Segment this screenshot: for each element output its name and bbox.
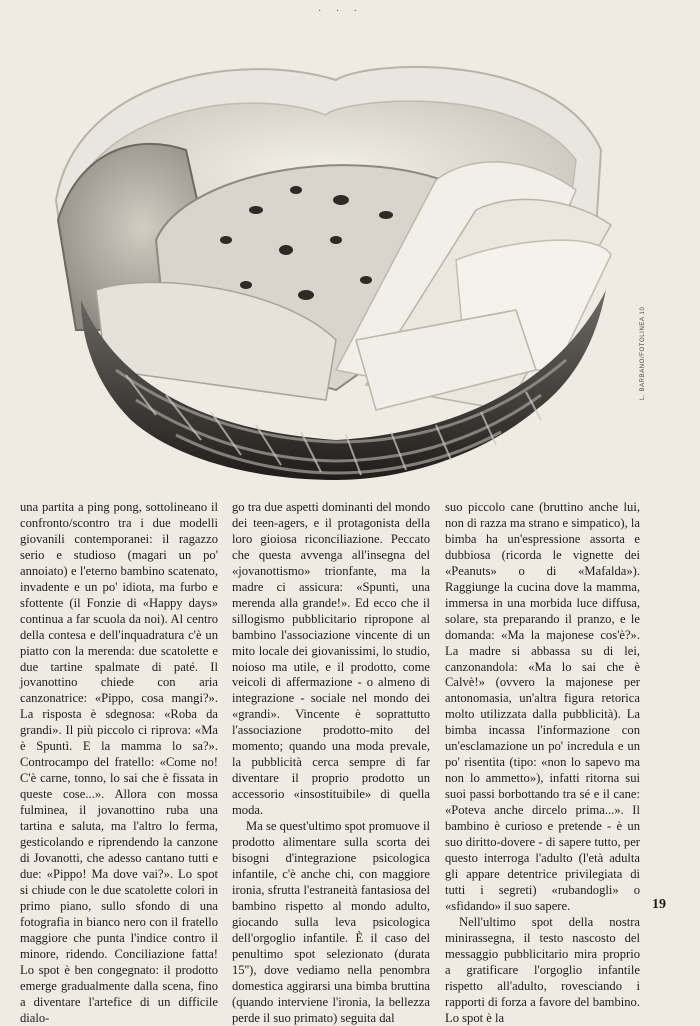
page-number: 19 (652, 897, 666, 912)
paragraph: Ma se quest'ultimo spot promuove il prodotto alimentare sulla scorta dei bisogni d'integrazione psicologica infantile, c'è anche chi, con maggiore ironia, sfrutta l'estraneità fantasiosa del bambino rispetto al mondo adulto, giocando sulla leva psicologica dell'orgoglio infantile. È il caso del penultimo spot selezionato (durata 15''), dove vediamo nella penombra domestica aggirarsi una bimba bruttina (quando interviene l'ironia, la bellezza perde il suo primato) seguita dal (232, 819, 430, 1025)
photo-credit: L. BARBANO/FOTOLINEA 10 (640, 306, 646, 400)
header-dots: · · · (318, 6, 363, 17)
bread-basket-photo (36, 40, 636, 490)
paragraph: suo piccolo cane (bruttino anche lui, non di razza ma strano e simpatico), la bimba ha un'espressione assorta e dubbiosa (ricorda le vignette dei «Peanuts» o di «Mafalda»). Raggiunge la cucina dove la mamma, immersa in una morbida luce diffusa, solare, sta preparando il pranzo, e le domanda: «Ma la majonese cos'è?». La madre si abbassa su di lei, canzonandola: «Ma lo sai che è Calvè!» (ovvero la majonese per antonomasia, un'altra figura retorica molto utilizzata dalla pubblicità). La bimba incassa l'informazione con un'esclamazione un po' incredula e un po' risentita (tipo: «non lo sapevo ma non lo ammetto»), infatti ritorna sui suoi passi borbottando tra sé e il cane: «Poteva anche dircelo prima...». Il bambino è curioso e pretende - è un suo diritto-dovere - di sapere tutto, per questo interroga l'adulto (l'età adulta gli appare detentrice privilegiata di tutti i segreti) «rubandogli» o «sfidando» il suo sapere. (445, 500, 640, 913)
paragraph: una partita a ping pong, sottolineano il confronto/scontro tra i due modelli giovanili contemporanei: il ragazzo serio e studioso (magari un po' annoiato) e l'eterno bambino scatenato, invadente e un po' idiota, ma furbo e sfottente (il Fonzie di «Happy days» continua a far scuola da noi). Al centro della contesa e dell'inquadratura c'è un piatto con la merenda: due scatolette e due tartine spalmate di paté. Il jovanottino chiede con aria canzonatrice: «Pippo, cosa mangi?». La risposta è sdegnosa: «Roba da grandi». Il più piccolo ci riprova: «Ma è Spuntì. E la mamma lo sa?». Controcampo del fratello: «Come no! C'è carne, tonno, lo sai che è fissata in queste cose...». Allora con mossa fulminea, il jovanottino ruba una tartina e saluta, ma l'altro lo ferma, gesticolando e riprendendo la canzone di Jovanotti, che adesso cantano tutti e due: «Pippo! Ma dove vai?». Lo spot si chiude con le due scatolette colori in primo piano, sullo sfondo di una fotografia in bianco nero con il fratello maggiore che punta l'indice contro il minore, ridendo. Conciliazione fatta! Lo spot è ben congegnato: il prodotto emerge gradualmente dalla scena, fino a diventare l'artefice di un difficile dialo- (20, 500, 218, 1025)
text-column-2 (232, 500, 430, 1026)
paragraph: Nell'ultimo spot della nostra minirassegna, il testo nascosto del messaggio pubblicitario mira proprio a gratificare l'orgoglio infantile rispetto all'adulto, rovesciando i rapporti di forza a favore del bambino. Lo spot è la (445, 914, 640, 1025)
text-column-3 (445, 500, 640, 1026)
text-column-1 (20, 500, 218, 1026)
paragraph: go tra due aspetti dominanti del mondo dei teen-agers, e il protagonista della loro gioiosa riconciliazione. Peccato che questa avvenga all'insegna del «jovanottismo» trionfante, ma la madre ci assicura: «Spunti, una merenda alla grande!». Ed ecco che il sillogismo pubblicitario ripropone al bambino l'associazione vincente di un mito locale dei giovanissimi, lo studio, noioso ma utile, e il prodotto, come veicoli di affermazione - o almeno di integrazione - sociale nel mondo dei «grandi». Vincente è soprattutto l'associazione prodotto-mito del momento; quando una moda prevale, la pubblicità cerca sempre di far diventare il proprio prodotto un accessorio «insostituibile» di quella moda. (232, 500, 430, 818)
